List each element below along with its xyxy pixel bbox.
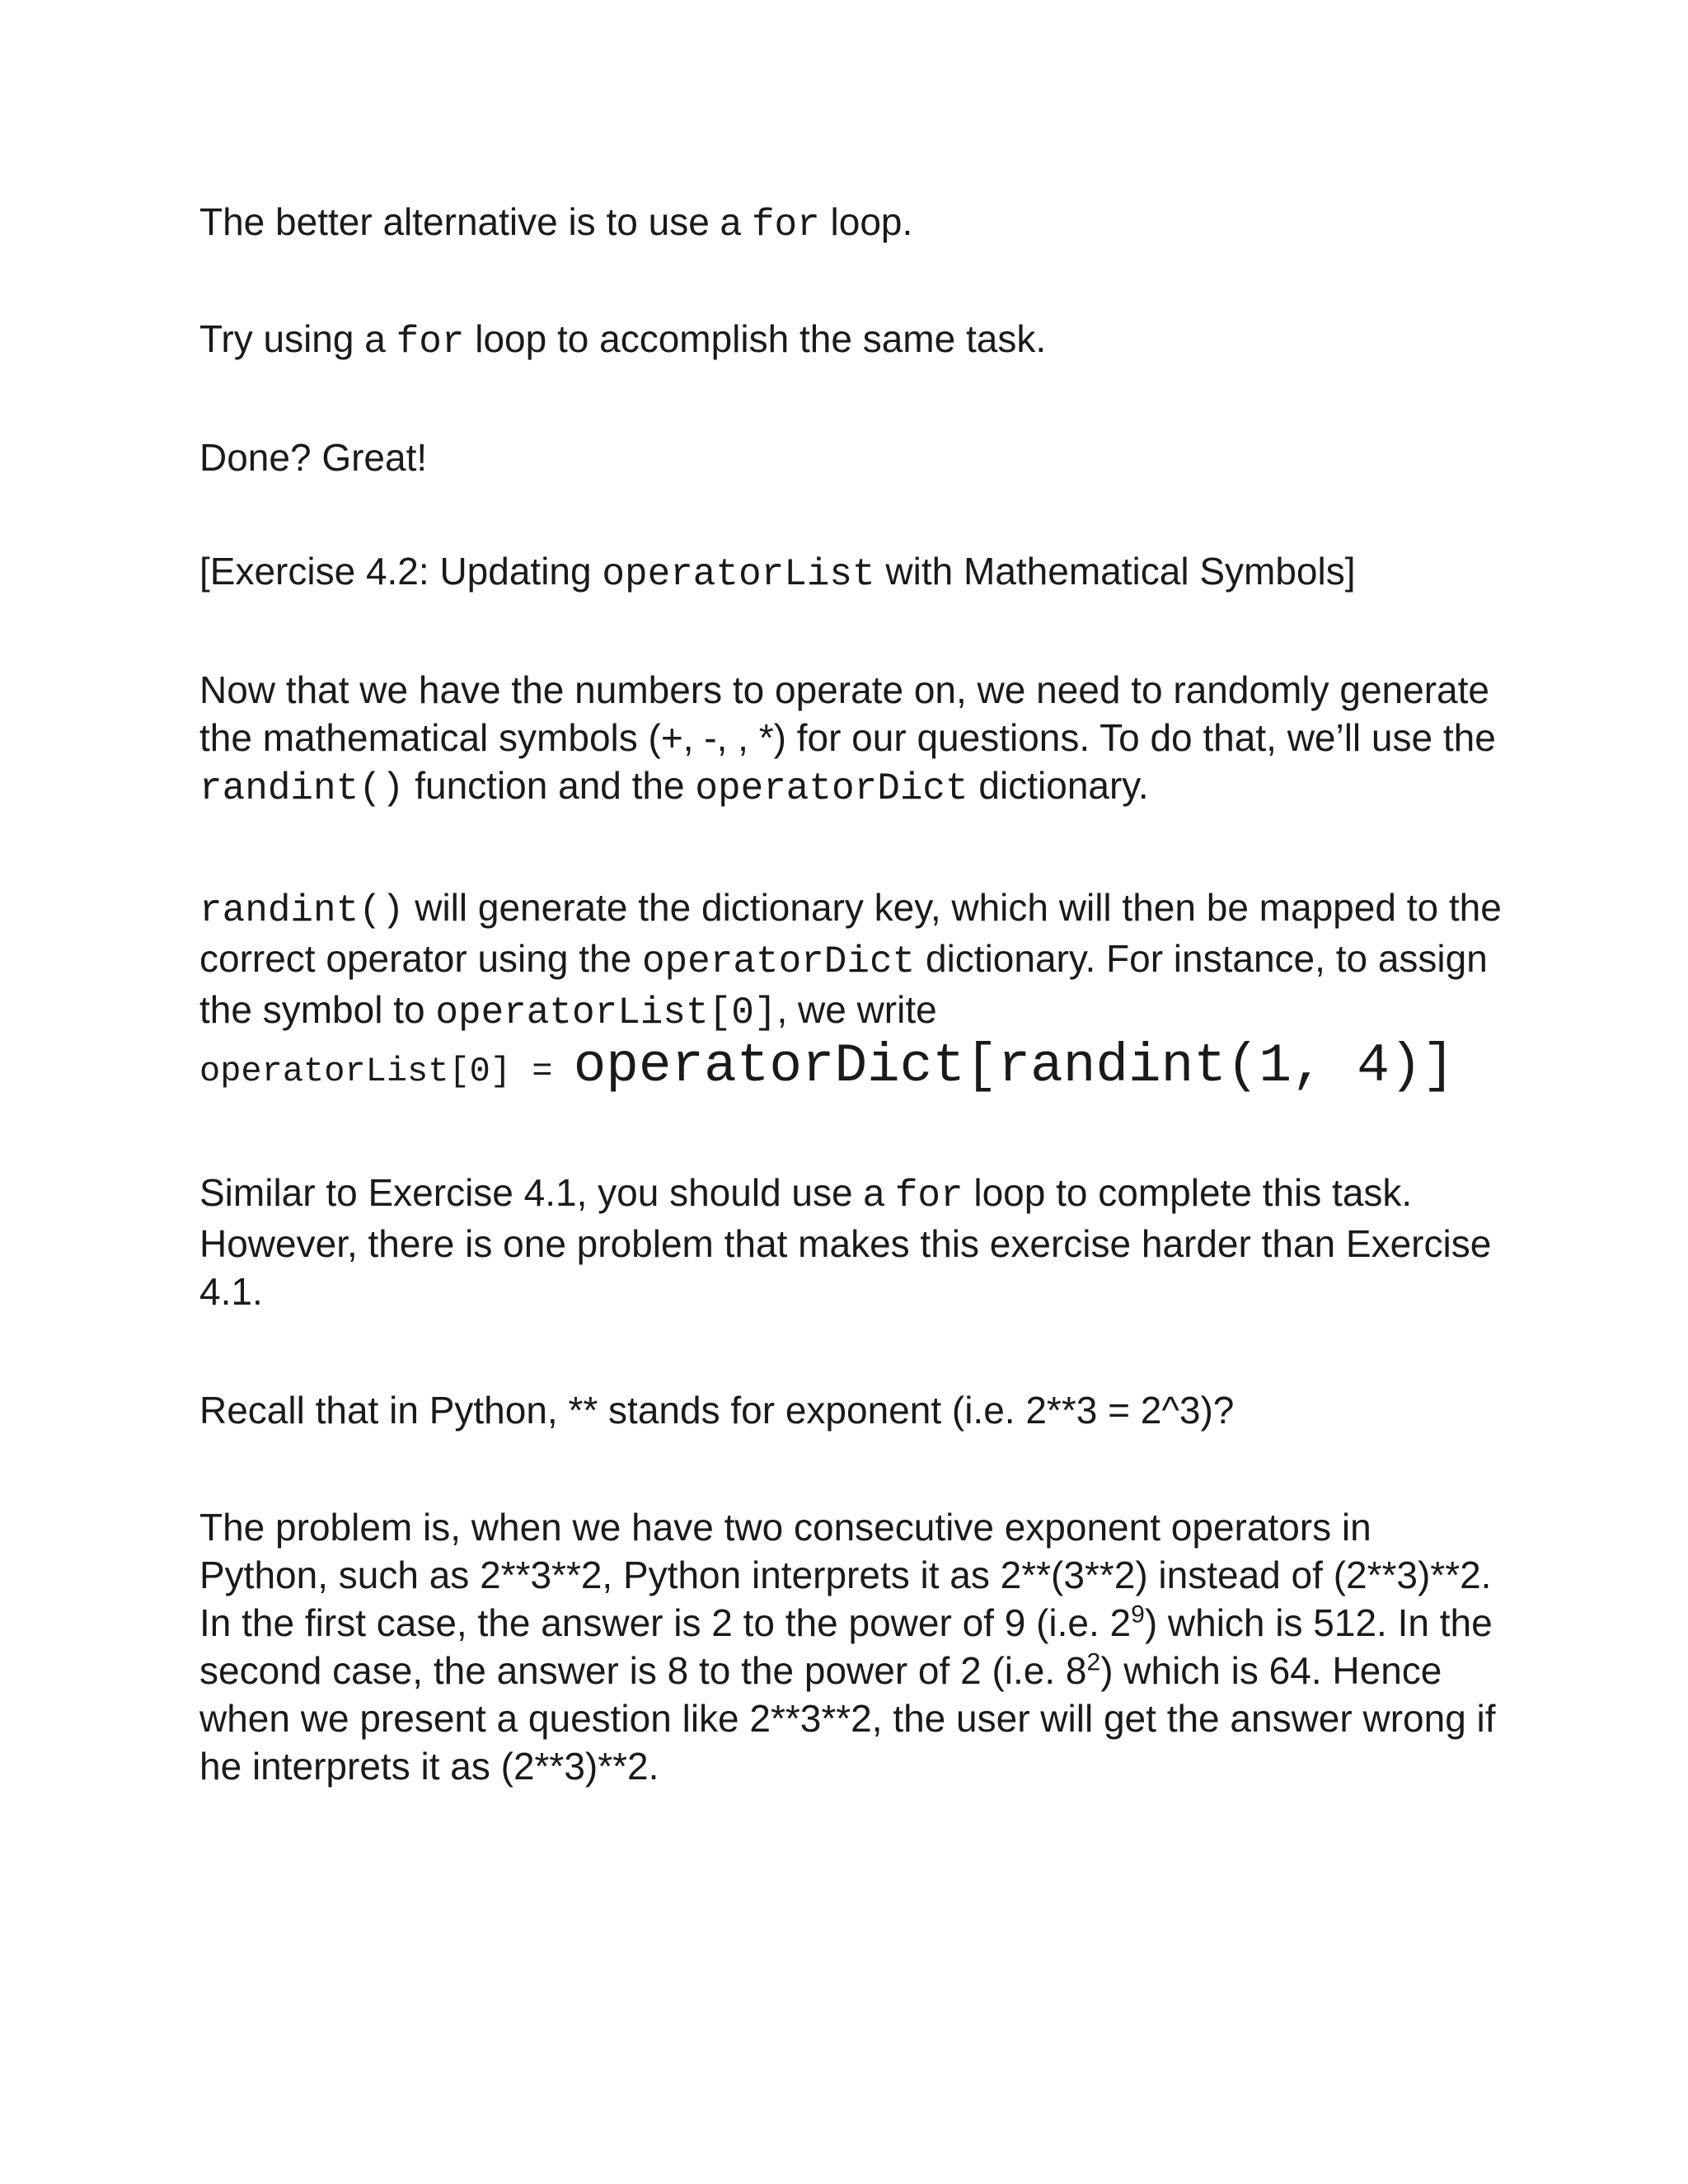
code-operatordict: operatorDict (695, 767, 968, 810)
code-randint: randint() (199, 889, 405, 932)
superscript: 2 (1086, 1648, 1101, 1676)
text: dictionary. (968, 764, 1149, 807)
superscript: 9 (1131, 1601, 1145, 1629)
paragraph-done-great: Done? Great! (199, 436, 428, 479)
code-for: for (894, 1174, 964, 1217)
exercise-heading (199, 547, 1502, 598)
text: Now that we have the numbers to operate on, we need to randomly generate the mathematical symbols (+, -, , *) for our questions. To do that, we’ll use the (199, 668, 1496, 759)
paragraph-similar-exercise (199, 1169, 1502, 1315)
paragraph-better-alternative (199, 198, 1502, 249)
text: [Exercise 4.2: Updating (199, 550, 603, 593)
paragraph-exponent-problem (199, 1503, 1502, 1790)
text: ) which is 512. In the second case, the answer is 8 to the power of 2 (i.e. 8 (199, 1601, 1493, 1692)
text: Try using a (199, 317, 396, 360)
text: The better alternative is to use a (199, 200, 752, 243)
code-randint: randint() (199, 767, 405, 810)
text: , we write (776, 988, 937, 1031)
code-operatordict: operatorDict (641, 940, 916, 983)
text: will generate the dictionary key, which will then be mapped to the correct operator using the (199, 886, 1502, 980)
text: The problem is, when we have two consecutive exponent operators in Python, such as 2**3**2, Python interprets it as 2**(3**2) instead of (2**3)**2. In the first case, the answer is 2 to the power of 9 (i.e. 2 (199, 1506, 1492, 1644)
code-for: for (751, 204, 820, 246)
text: function and the (404, 764, 696, 807)
paragraph-recall-exponent: Recall that in Python, ** stands for exponent (i.e. 2**3 = 2^3)? (199, 1389, 1235, 1432)
code-operatorlist-index: operatorList[0] (435, 991, 777, 1034)
text: loop. (819, 200, 913, 243)
text: dictionary. For instance, to assign the symbol to (199, 937, 1488, 1031)
paragraph-try-for-loop (199, 315, 1502, 366)
text: with Mathematical Symbols] (874, 550, 1356, 593)
text: loop to complete this task. However, there is one problem that makes this exercise harder than Exercise 4.1. (199, 1171, 1492, 1313)
paragraph-randint-mapping (199, 883, 1502, 1096)
code-assignment-right: operatorDict[randint(1, 4)] (573, 1035, 1456, 1097)
text: Similar to Exercise 4.1, you should use a (199, 1171, 895, 1214)
code-for: for (396, 321, 465, 363)
paragraph-generate-symbols (199, 666, 1502, 813)
text: loop to accomplish the same task. (464, 317, 1047, 360)
document-page (199, 198, 1502, 1859)
text: ) which is 64. Hence when we present a question like 2**3**2, the user will get the answer wrong if he interprets it as (2**3)**2. (199, 1649, 1496, 1788)
code-assignment-left: operatorList[0] = (199, 1052, 574, 1091)
code-operatorlist: operatorList (602, 553, 875, 596)
